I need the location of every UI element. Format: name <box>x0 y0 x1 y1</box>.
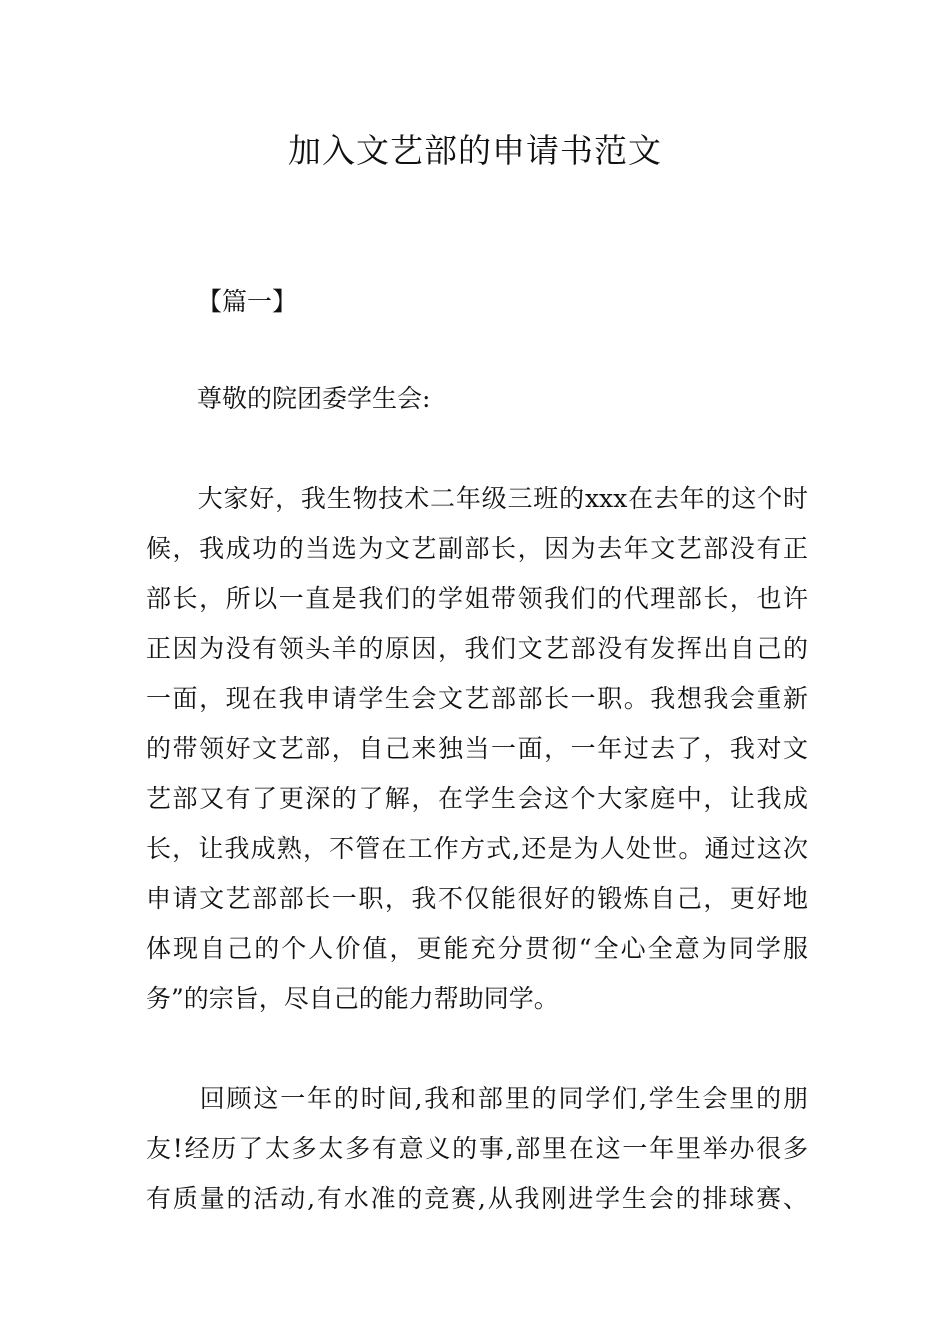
paragraph-line: 一面，现在我申请学生会文艺部部长一职。我想我会重新 <box>146 684 808 713</box>
paragraph-line: 务”的宗旨，尽自己的能力帮助同学。 <box>146 984 559 1013</box>
paragraph-line: 长，让我成熟，不管在工作方式,还是为人处世。通过这次 <box>146 834 808 863</box>
paragraph-line: 体现自己的个人价值，更能充分贯彻“全心全意为同学服 <box>146 934 808 963</box>
paragraph-line: 部长，所以一直是我们的学姐带领我们的代理部长，也许 <box>146 584 808 613</box>
paragraph-line: 回顾这一年的时间,我和部里的同学们,学生会里的朋 <box>146 1084 808 1113</box>
paragraph-line: 友!经历了太多太多有意义的事,部里在这一年里举办很多 <box>146 1134 808 1163</box>
document-title: 加入文艺部的申请书范文 <box>288 131 662 170</box>
section-heading: 【篇一】 <box>197 287 298 316</box>
paragraph-1 <box>146 474 808 1024</box>
paragraph-line: 的带领好文艺部，自己来独当一面，一年过去了，我对文 <box>146 734 808 763</box>
paragraph-line: 大家好，我生物技术二年级三班的xxx在去年的这个时 <box>146 484 808 513</box>
paragraph-2 <box>146 1074 808 1224</box>
paragraph-line: 正因为没有领头羊的原因，我们文艺部没有发挥出自己的 <box>146 634 808 663</box>
paragraph-line: 有质量的活动,有水准的竞赛,从我刚进学生会的排球赛、 <box>146 1184 808 1213</box>
paragraph-line: 候，我成功的当选为文艺副部长，因为去年文艺部没有正 <box>146 534 808 563</box>
paragraph-line: 申请文艺部部长一职，我不仅能很好的锻炼自己，更好地 <box>146 884 808 913</box>
paragraph-line: 艺部又有了更深的了解，在学生会这个大家庭中，让我成 <box>146 784 808 813</box>
salutation: 尊敬的院团委学生会: <box>197 384 431 413</box>
